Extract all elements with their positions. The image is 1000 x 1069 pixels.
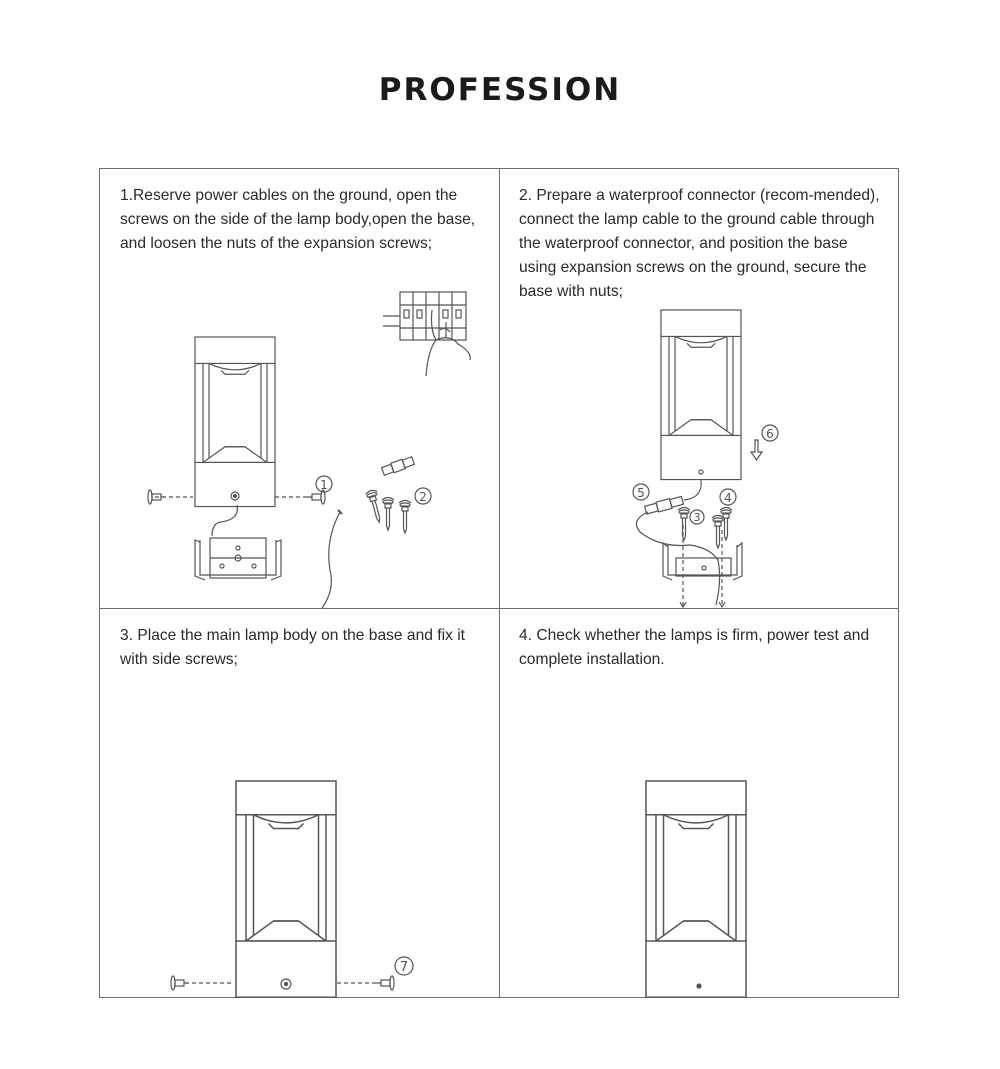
expansion-screw-icon xyxy=(399,501,411,534)
callout-5-label: 5 xyxy=(637,486,645,500)
expansion-screw-icon xyxy=(720,508,732,541)
callout-4-label: 4 xyxy=(724,491,732,505)
callout-3-label: 3 xyxy=(693,511,701,524)
lamp-4 xyxy=(646,781,746,997)
expansion-screw-icon xyxy=(678,508,690,541)
lamp-cable xyxy=(212,505,237,536)
step-3-text: 3. Place the main lamp body on the base and fix it with side screws; xyxy=(120,627,466,668)
step-2-text: 2. Prepare a waterproof connector (recom-mended), connect the lamp cable to the ground cable through the waterproof connector, and position the base using expansion screws on the ground, secure the base with nuts; xyxy=(519,187,880,300)
expansion-screw-icon xyxy=(382,498,394,531)
waterproof-connector-icon xyxy=(644,496,683,515)
page-title: PROFESSION xyxy=(378,72,622,108)
screw-hole-icon xyxy=(697,984,701,988)
down-arrow-icon xyxy=(751,440,762,460)
circuit-breaker-icon xyxy=(383,292,466,340)
side-screw-icon xyxy=(171,976,189,990)
ground-power-cable xyxy=(322,512,340,608)
lamp-2 xyxy=(661,310,741,480)
lamp-1 xyxy=(195,337,275,507)
hand-icon xyxy=(426,310,470,376)
callout-2-label: 2 xyxy=(419,490,427,504)
lamp-3 xyxy=(236,781,336,997)
waterproof-connector-icon xyxy=(381,456,414,476)
callout-6-label: 6 xyxy=(766,427,774,441)
lamp-cable xyxy=(684,480,701,500)
step-4-text: 4. Check whether the lamps is firm, power test and complete installation. xyxy=(519,627,870,668)
step-1-text: 1.Reserve power cables on the ground, open the screws on the side of the lamp body,open the base, and loosen the nuts of the expansion screws; xyxy=(120,187,476,252)
mounting-base xyxy=(195,538,281,580)
callout-1-label: 1 xyxy=(320,478,328,492)
callout-7-label: 7 xyxy=(399,960,409,975)
side-screw-icon xyxy=(376,976,394,990)
expansion-screw-icon xyxy=(365,489,385,523)
